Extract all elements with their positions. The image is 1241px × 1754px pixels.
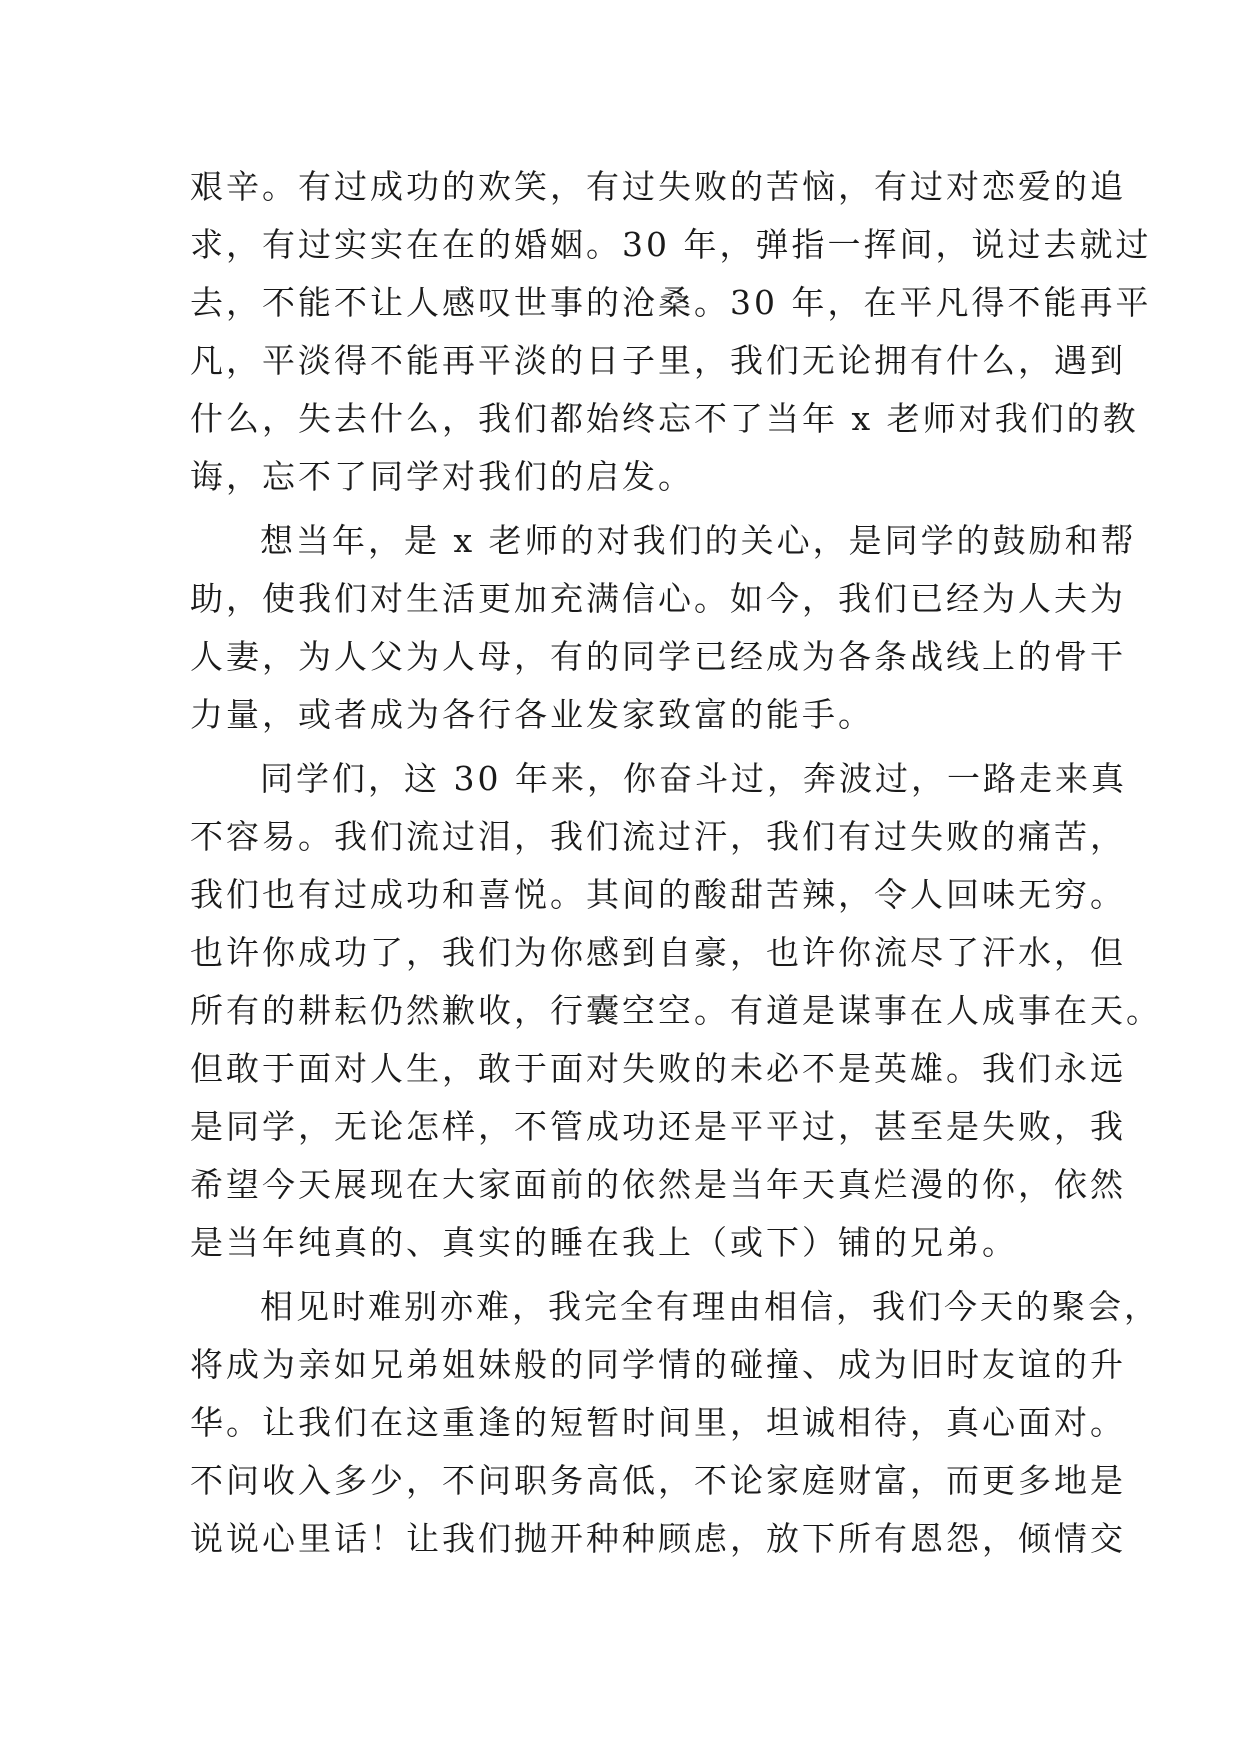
text-line: 人妻，为人父为人母，有的同学已经成为各条战线上的骨干	[190, 637, 1126, 676]
text-line: 求，有过实实在在的婚姻。30 年，弹指一挥间，说过去就过	[190, 225, 1152, 264]
text-line: 去，不能不让人感叹世事的沧桑。30 年，在平凡得不能再平	[190, 283, 1152, 322]
text-line: 是同学，无论怎样，不管成功还是平平过，甚至是失败，我	[190, 1107, 1126, 1146]
text-line: 也许你成功了，我们为你感到自豪，也许你流尽了汗水，但	[190, 933, 1126, 972]
text-line: 希望今天展现在大家面前的依然是当年天真烂漫的你，依然	[190, 1165, 1126, 1204]
text-line: 但敢于面对人生，敢于面对失败的未必不是英雄。我们永远	[190, 1049, 1126, 1088]
text-line: 助，使我们对生活更加充满信心。如今，我们已经为人夫为	[190, 579, 1126, 618]
text-line: 将成为亲如兄弟姐妹般的同学情的碰撞、成为旧时友谊的升	[190, 1345, 1126, 1384]
paragraph-3	[190, 750, 1162, 1272]
text-line: 不容易。我们流过泪，我们流过汗，我们有过失败的痛苦，	[190, 817, 1126, 856]
text-line: 说说心里话！让我们抛开种种顾虑，放下所有恩怨，倾情交	[190, 1519, 1126, 1558]
text-line: 我们也有过成功和喜悦。其间的酸甜苦辣，令人回味无穷。	[190, 875, 1126, 914]
text-line: 艰辛。有过成功的欢笑，有过失败的苦恼，有过对恋爱的追	[190, 167, 1126, 206]
paragraph-4	[190, 1278, 1160, 1568]
text-line: 诲，忘不了同学对我们的启发。	[190, 457, 694, 496]
paragraph-1	[190, 158, 1152, 506]
text-line: 同学们，这 30 年来，你奋斗过，奔波过，一路走来真	[260, 759, 1127, 798]
text-line: 凡，平淡得不能再平淡的日子里，我们无论拥有什么，遇到	[190, 341, 1126, 380]
text-line: 华。让我们在这重逢的短暂时间里，坦诚相待，真心面对。	[190, 1403, 1126, 1442]
text-line: 是当年纯真的、真实的睡在我上（或下）铺的兄弟。	[190, 1223, 1018, 1262]
text-line: 力量，或者成为各行各业发家致富的能手。	[190, 695, 874, 734]
text-line: 什么，失去什么，我们都始终忘不了当年 x 老师对我们的教	[190, 399, 1139, 438]
text-line: 所有的耕耘仍然歉收，行囊空空。有道是谋事在人成事在天。	[190, 991, 1162, 1030]
text-line: 想当年，是 x 老师的对我们的关心，是同学的鼓励和帮	[260, 521, 1137, 560]
text-line: 不问收入多少，不问职务高低，不论家庭财富，而更多地是	[190, 1461, 1126, 1500]
paragraph-2	[190, 512, 1137, 744]
text-line: 相见时难别亦难，我完全有理由相信，我们今天的聚会，	[260, 1287, 1160, 1326]
document-body	[190, 158, 1162, 1568]
